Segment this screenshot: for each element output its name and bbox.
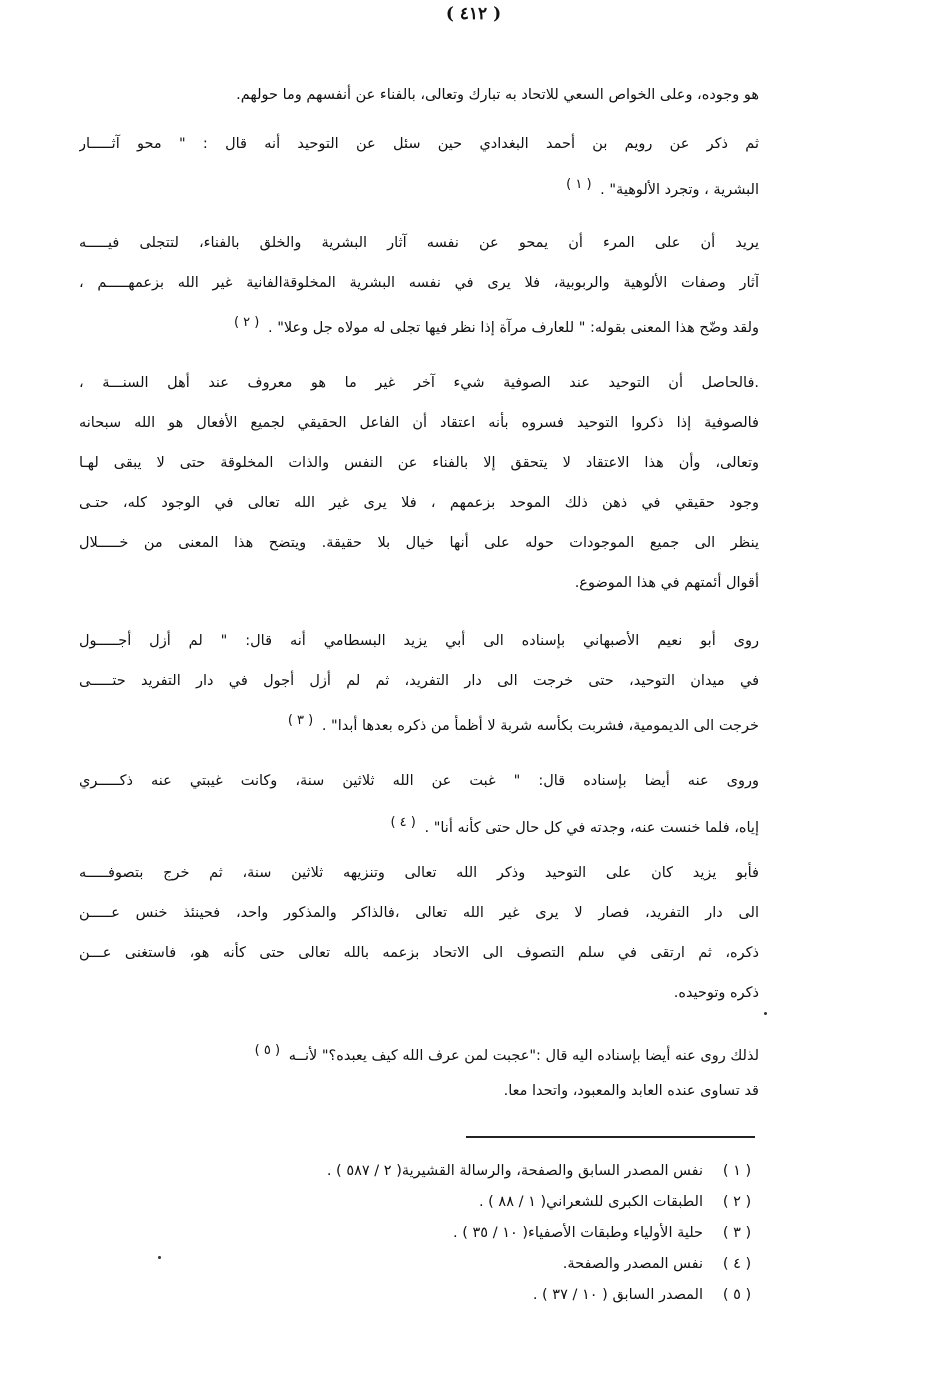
text-line: أقوال أئمتهم في هذا الموضوع. bbox=[574, 575, 759, 591]
text-line-with-ref bbox=[79, 312, 759, 339]
scan-speck bbox=[158, 1256, 161, 1259]
footnote bbox=[197, 1222, 757, 1244]
footnote-text: نفس المصدر والصفحة. bbox=[562, 1256, 703, 1272]
text-line-with-ref bbox=[79, 710, 759, 737]
text-line: ينظر الى جميع الموجودات حوله على أنها خيال بلا حقيقة. ويتضح هذا المعنى من خـــــلال bbox=[79, 535, 759, 551]
footnote bbox=[197, 1253, 757, 1275]
text-line: يريد أن على المرء أن يمحو عن نفسه آثار البشرية والخلق بالفناء، لتتجلى فيـــــه bbox=[79, 235, 759, 251]
footnote-number: ( ١ ) bbox=[722, 1163, 752, 1179]
text-line: روى أبو نعيم الأصبهاني بإسناده الى أبي يزيد البسطامي أنه قال: " لم أزل أجـــــول bbox=[79, 633, 759, 649]
text-line: في ميدان التوحيد، حتى خرجت الى دار التفريد، ثم لم أزل أجول في دار التفريد حتـــــى bbox=[79, 673, 759, 689]
footnote bbox=[197, 1191, 757, 1213]
text-line: فالصوفية إذا ذكروا التوحيد فسروه بأنه اعتقاد أن الفاعل الحقيقي لجميع الأفعال هو الله سبحانه bbox=[79, 415, 759, 431]
text-line: ذكره وتوحيده. bbox=[673, 985, 759, 1001]
footnote-text: حلية الأولياء وطبقات الأصفياء( ١٠ / ٣٥ ) . bbox=[453, 1225, 703, 1241]
text-line: ذكره، ثم ارتقى في سلم التصوف الى الاتحاد بزعمه بالله تعالى حتى كأنه هو، فاستغنى عـــن bbox=[79, 945, 759, 961]
footnote bbox=[197, 1284, 757, 1306]
text-line-with-ref bbox=[79, 1040, 759, 1067]
text-line-with-ref bbox=[79, 174, 759, 201]
text-segment: خرجت الى الديمومية، فشربت بكأسه شربة لا أظمأ من ذكره بعدها أبدا" . bbox=[321, 718, 759, 734]
footnote-text: المصدر السابق ( ١٠ / ٣٧ ) . bbox=[532, 1287, 703, 1303]
text-segment: ولقد وضّح هذا المعنى بقوله: " للعارف مرآة إذا نظر فيها تجلى له مولاه جل وعلا" . bbox=[267, 320, 759, 336]
text-line: فأبو يزيد كان على التوحيد وذكر الله تعالى وتنزيهه ثلاثين سنة، ثم خرج بتصوفـــــه bbox=[79, 865, 759, 881]
page-number: ( ٤١٢ ) bbox=[445, 4, 502, 24]
footnote-ref: ( ٢ ) bbox=[233, 315, 260, 330]
text-line: وتعالى، وأن هذا الاعتقاد لا يتحقق إلا بالفناء عن النفس والذات المخلوقة حتى لا يبقى لهـا bbox=[79, 455, 759, 471]
text-line: وجود حقيقي في ذهن ذلك الموحد بزعمهم ، فلا يرى غير الله تعالى في الوجود كله، حتـى bbox=[79, 495, 759, 511]
text-line: ثم ذكر عن رويم بن أحمد البغدادي حين سئل عن التوحيد أنه قال : " محو آثـــــار bbox=[79, 136, 759, 152]
footnote-ref: ( ١ ) bbox=[566, 177, 592, 192]
text-line: قد تساوى عنده العابد والمعبود، واتحدا معا. bbox=[503, 1083, 759, 1099]
footnote bbox=[197, 1160, 757, 1182]
scan-speck bbox=[764, 1012, 767, 1015]
footnote-text: نفس المصدر السابق والصفحة، والرسالة القشيرية( ٢ / ٥٨٧ ) . bbox=[326, 1163, 703, 1179]
footnote-text: الطبقات الكبرى للشعراني( ١ / ٨٨ ) . bbox=[478, 1194, 703, 1210]
footnote-divider bbox=[466, 1136, 755, 1138]
text-line: هو وجوده، وعلى الخواص السعي للاتحاد به تبارك وتعالى، بالفناء عن أنفسهم وما حولهم. bbox=[236, 87, 759, 103]
text-line: الى دار التفريد، فصار لا يرى غير الله تعالى ،فالذاكر والمذكور واحد، فحينئذ خنس عـــــن bbox=[79, 905, 759, 921]
text-segment: البشرية ، وتجرد الألوهية" . bbox=[600, 182, 759, 198]
text-line: .فالحاصل أن التوحيد عند الصوفية شيء آخر غير ما هو معروف عند أهل السنـــة ، bbox=[79, 375, 759, 391]
text-line-with-ref bbox=[79, 812, 759, 839]
footnote-number: ( ٢ ) bbox=[722, 1194, 752, 1210]
footnote-number: ( ٤ ) bbox=[722, 1256, 752, 1272]
footnote-ref: ( ٥ ) bbox=[254, 1043, 281, 1058]
text-line: آثار وصفات الألوهية والربوبية، فلا يرى في نفسه البشرية المخلوقةالفانية غير الله بزعمهـــــم ، bbox=[79, 275, 759, 291]
footnote-ref: ( ٤ ) bbox=[390, 815, 416, 830]
text-segment: لذلك روى عنه أيضا بإسناده اليه قال :"عجبت لمن عرف الله كيف يعبده؟" لأنــه bbox=[288, 1048, 759, 1064]
text-segment: إياه، فلما خنست عنه، وجدته في كل حال حتى كأنه أنا" . bbox=[424, 820, 759, 836]
footnote-number: ( ٥ ) bbox=[722, 1287, 752, 1303]
text-line: وروى عنه أيضا بإسناده قال: " غبت عن الله ثلاثين سنة، وكانت غيبتي عنه ذكـــــري bbox=[79, 773, 759, 789]
footnote-ref: ( ٣ ) bbox=[287, 713, 314, 728]
footnote-number: ( ٣ ) bbox=[722, 1225, 752, 1241]
